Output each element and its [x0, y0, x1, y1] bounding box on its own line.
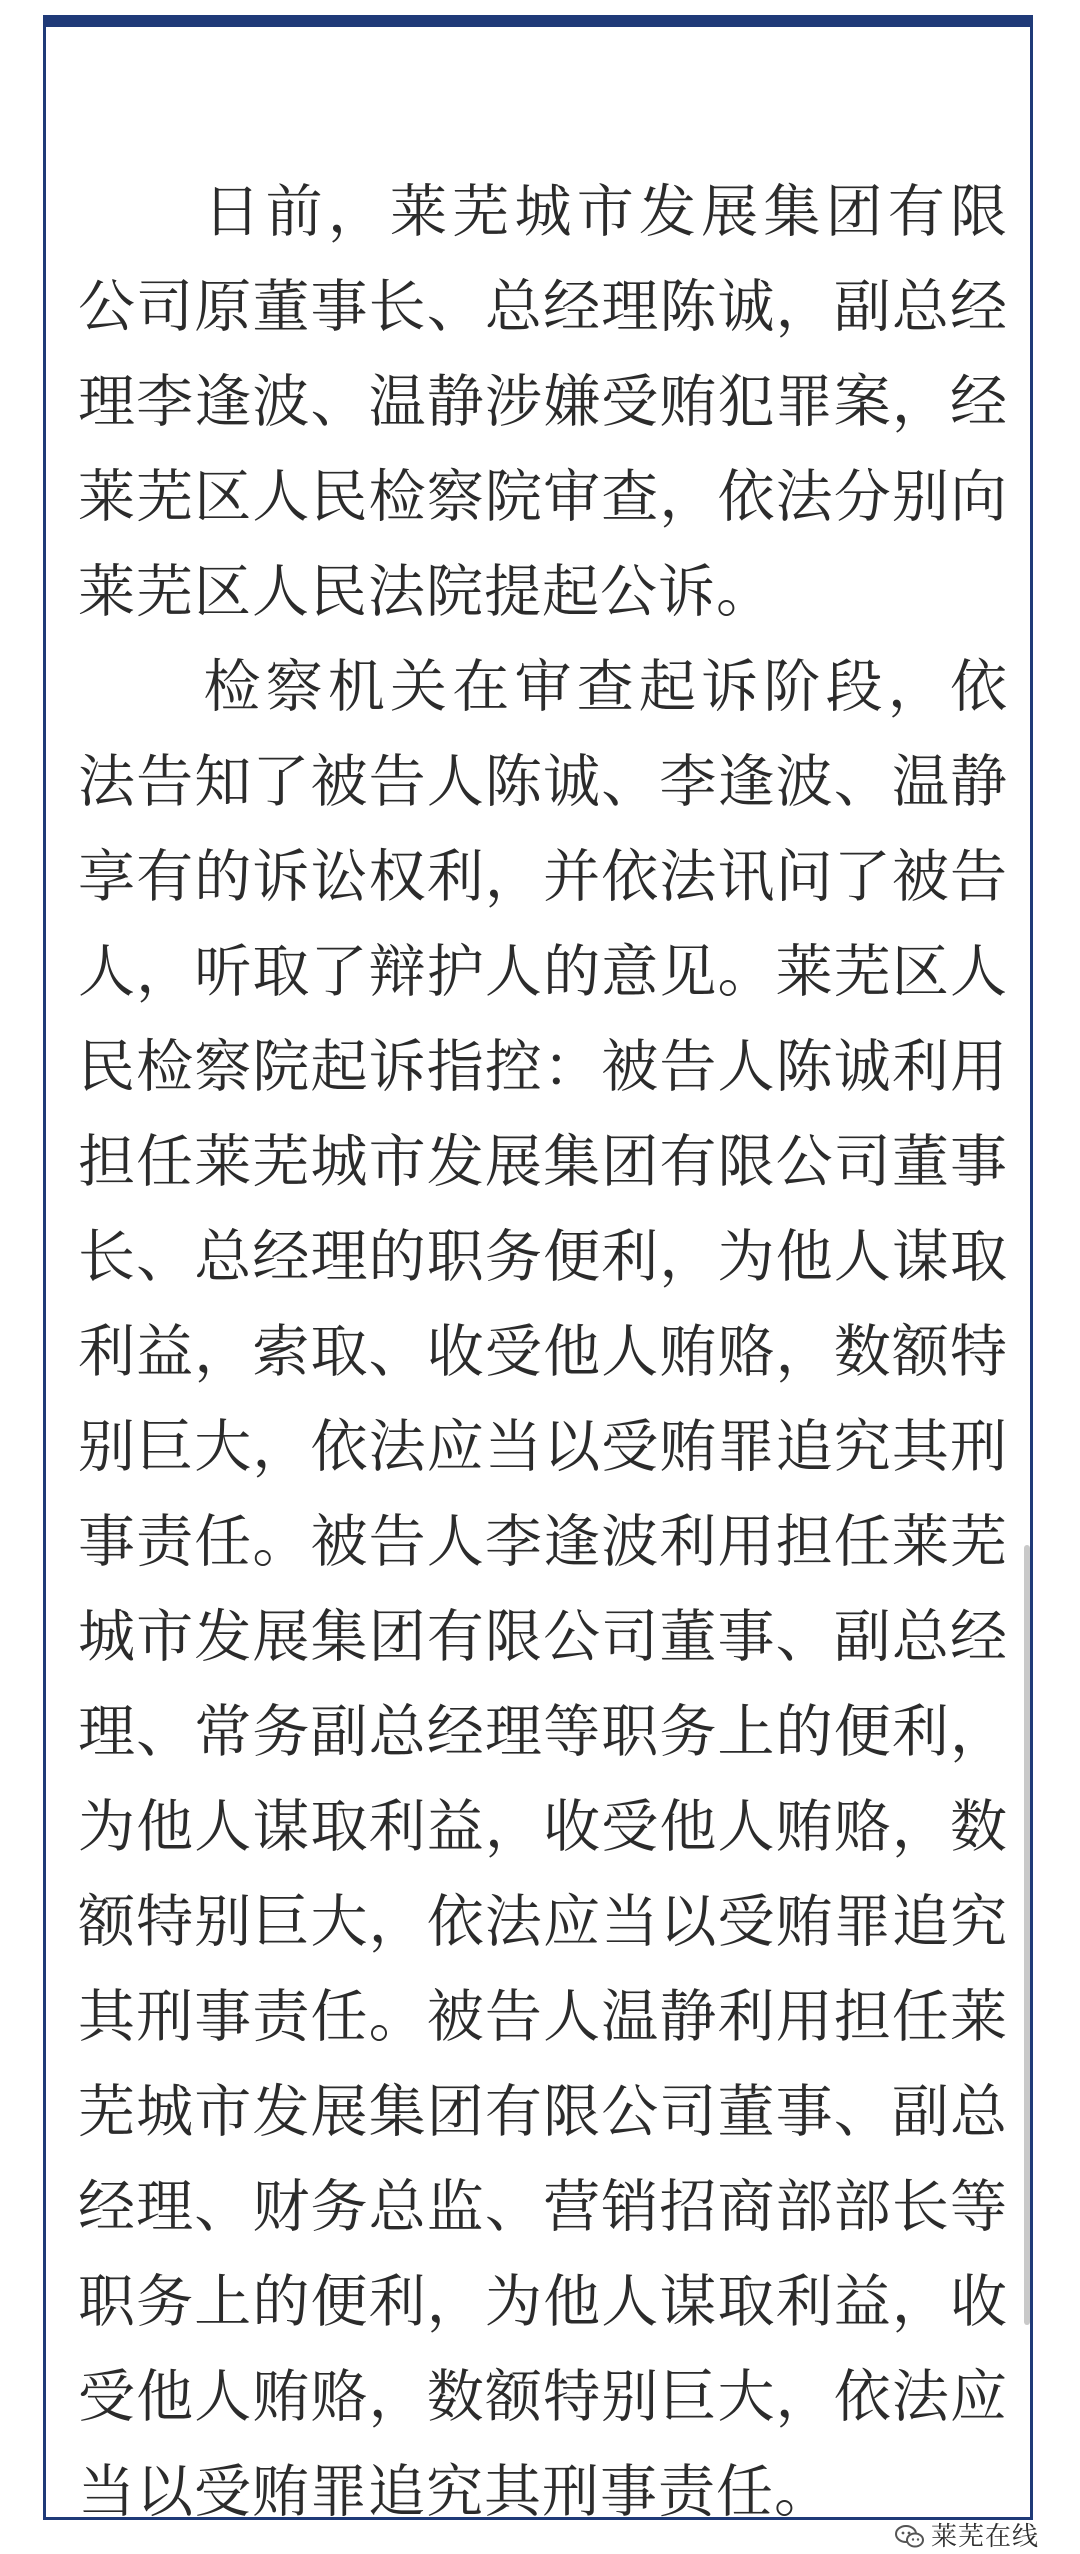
paragraph-2: 检察机关在审查起诉阶段，依法告知了被告人陈诚、李逢波、温静享有的诉讼权利，并依法讯问了被告人，听取了辩护人的意见。莱芜区人民检察院起诉指控：被告人陈诚利用担任莱芜城市发展集团有限公司董事长、总经理的职务便利，为他人谋取利益，索取、收受他人贿赂，数额特别巨大，依法应当以受贿罪追究其刑事责任。被告人李逢波利用担任莱芜城市发展集团有限公司董事、副总经理、常务副总经理等职务上的便利，为他人谋取利益，收受他人贿赂，数额特别巨大，依法应当以受贿罪追究其刑事责任。被告人温静利用担任莱芜城市发展集团有限公司董事、副总经理、财务总监、营销招商部部长等职务上的便利，为他人谋取利益，收受他人贿赂，数额特别巨大，依法应当以受贿罪追究其刑事责任。 [78, 654, 1008, 2525]
wechat-icon [895, 2524, 925, 2550]
paragraph-1: 日前，莱芜城市发展集团有限公司原董事长、总经理陈诚，副总经理李逢波、温静涉嫌受贿犯罪案，经莱芜区人民检察院审查，依法分别向莱芜区人民法院提起公诉。 [78, 179, 1008, 625]
scroll-indicator[interactable] [1024, 1545, 1030, 2325]
wechat-watermark [895, 2520, 1039, 2554]
watermark-text: 莱芜在线 [931, 2522, 1040, 2552]
frame-top-bar [46, 15, 1030, 27]
article-frame [43, 15, 1033, 2525]
article-body [78, 165, 1008, 2540]
